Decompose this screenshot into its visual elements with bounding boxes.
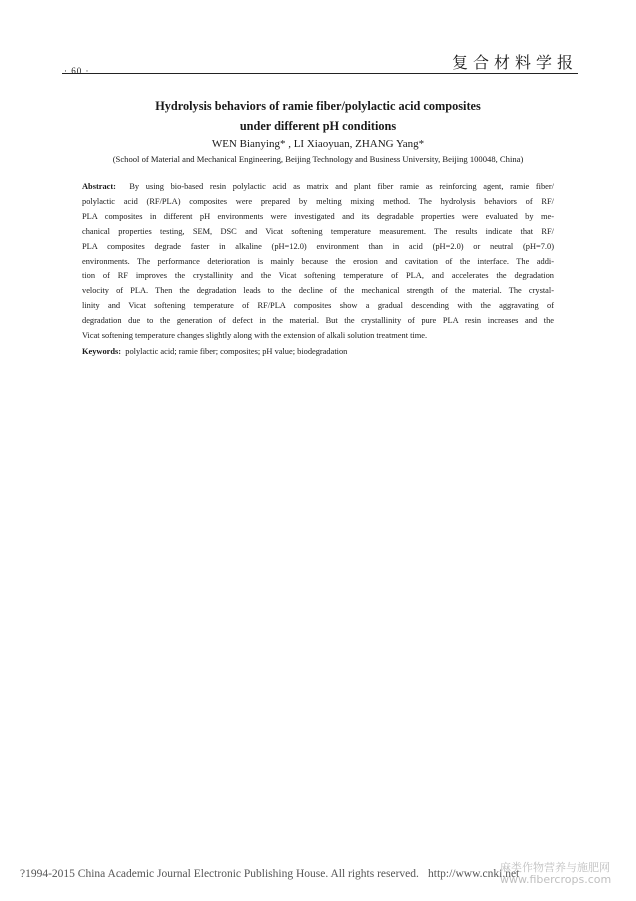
keywords-text: polylactic acid; ramie fiber; composites; pH value; biodegradation xyxy=(125,347,348,356)
abstract-line: chanical properties testing, SEM, DSC and Vicat softening temperature measurement. The results indicate that RF/ xyxy=(82,226,554,236)
keywords-label: Keywords: xyxy=(82,347,122,356)
footer-url: http://www.cnki.net xyxy=(428,868,520,880)
authors: WEN Bianying* , LI Xiaoyuan, ZHANG Yang* xyxy=(211,138,425,150)
paper-title xyxy=(60,96,576,136)
header-rule xyxy=(62,73,578,74)
abstract-line: linity and Vicat softening temperature of RF/PLA composites show a gradual descending with the aggravating of xyxy=(82,301,554,311)
journal-name: 复合材料学报 xyxy=(451,53,578,72)
abstract-line xyxy=(82,180,554,195)
abstract-line: velocity of PLA. Then the degradation leads to the decline of the mechanical strength of the material. The crystal- xyxy=(82,286,554,296)
keywords xyxy=(82,347,554,356)
abstract-line: Vicat softening temperature changes slightly along with the extension of alkali solution treatment time. xyxy=(82,331,428,341)
abstract-line: polylactic acid (RF/PLA) composites were prepared by melting mixing method. The hydrolysis behaviors of RF/ xyxy=(82,196,554,206)
abstract-line: degradation due to the generation of defect in the material. But the crystallinity of pure PLA resin increases and the xyxy=(82,316,554,326)
abstract-line: environments. The performance deterioration is mainly because the erosion and cavitation of the interface. The addi- xyxy=(82,256,554,266)
abstract-label: Abstract: xyxy=(82,182,116,191)
abstract-text: By using bio-based resin polylactic acid as matrix and plant fiber ramie as reinforcing agent, ramie fiber/ xyxy=(129,182,555,191)
abstract xyxy=(82,180,554,344)
abstract-line: PLA composites degrade faster in alkaline (pH=12.0) environment than in acid (pH=2.0) or neutral (pH=7.0) xyxy=(82,241,554,251)
affiliation: (School of Material and Mechanical Engineering, Beijing Technology and Business University, Beijing 100048, China) xyxy=(112,154,524,164)
watermark-line-1: 麻类作物营养与施肥网 xyxy=(500,861,610,874)
watermark-line-2: www.fibercrops.com xyxy=(500,873,612,886)
watermark xyxy=(500,862,611,886)
abstract-line: PLA composites in different pH environments were investigated and its degradable properties were evaluated by me- xyxy=(82,211,554,221)
title-line-1: Hydrolysis behaviors of ramie fiber/polylactic acid composites xyxy=(155,99,481,113)
title-line-2: under different pH conditions xyxy=(239,119,397,133)
page-number: · 60 · xyxy=(64,66,90,76)
copyright-notice: ?1994-2015 China Academic Journal Electronic Publishing House. All rights reserved. xyxy=(20,868,419,880)
abstract-line: tion of RF improves the crystallinity and the Vicat softening temperature of PLA, and accelerates the degradation xyxy=(82,271,554,281)
